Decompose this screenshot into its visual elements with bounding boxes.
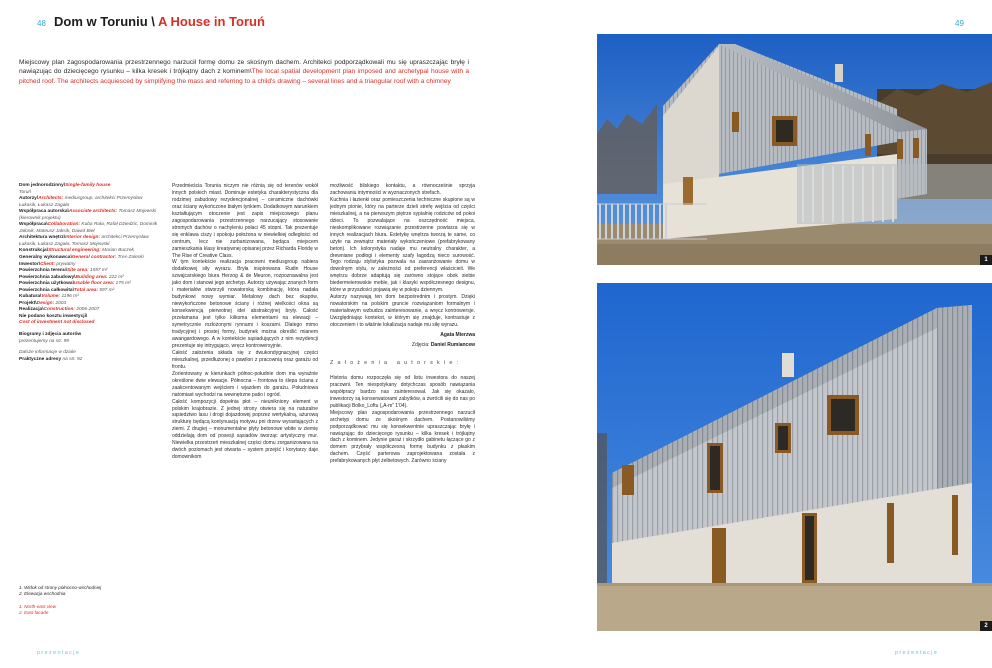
credit-ri: Architects: <box>38 196 64 202</box>
photo-north-east-view <box>597 34 992 265</box>
credit-it: 597 m² <box>98 287 115 293</box>
photo-badge-1: 1 <box>980 255 992 265</box>
credit-it: prywatny <box>55 261 76 267</box>
credit-it: Toruń <box>19 189 32 195</box>
caption-pl-1: 1. Widok od strony północno-wschodniej <box>19 585 102 590</box>
credit-ri: Client: <box>40 261 55 267</box>
credit-ri: Collaboration: <box>47 222 81 228</box>
credit-bold: Architektura wnętrz\ <box>19 235 66 241</box>
title-polish: Dom w Toruniu \ <box>54 14 158 29</box>
credit-bold: Dom jednorodzinny\ <box>19 183 66 188</box>
credit-ri: General contractor: <box>71 255 117 261</box>
credit-bold: Współpraca\ <box>19 222 48 228</box>
authors-statement-heading: Założenia autorskie: <box>330 359 463 366</box>
photo-east-facade <box>597 283 992 631</box>
statement-paragraph: Miejscowy plan zagospodarowania przestrzennego narzucił archetyp domu ze skośnym dachem. Postanowiliśmy podporządkować mu się konsekwentnie upraszczając bryłę i nawiązując do dziecięcego rysunku – kilka kresek i trójkątny dach z kominem. Jedynie garaż i skrzydło gabinetu łączące go z domem przybrały współczesną formę budynku z płaskim dachem. Część parterowa zaprojektowana została z prefabrykowanych płyt żelbetowych. Zarówno ściany <box>330 409 475 465</box>
caption-pl-2: 2. Elewacja wschodnia <box>19 591 66 597</box>
article-column-middle <box>172 183 318 461</box>
credit-ri: Construction: <box>43 307 75 313</box>
page-title <box>54 14 265 29</box>
credit-bold: Inwestor\ <box>19 261 41 267</box>
credit-bold: Autorzy\ <box>19 196 39 202</box>
credit-it: Trex-Zaleski <box>116 255 144 261</box>
credit-bold: Powierzchnia terenu\ <box>19 268 67 274</box>
credit-row <box>19 222 161 235</box>
credit-ri: Structural engineering: <box>48 248 101 254</box>
credit-row <box>19 209 161 222</box>
credit-it: 222 m² <box>107 274 124 280</box>
credit-bold: Powierzchnia zabudowy\ <box>19 274 76 280</box>
article-paragraph: Kuchnia i łazienki oraz pomieszczenia techniczne skupione są w jednym pionie, który na parterze dzieli strefę wejścia od części mieszkalnej, a na pierwszym piętrze sypialnię rodziców od pokoi dzieci. To pozwalające na oszczędność miejsca, nieskomplikowane rozwiązanie przestrzenne powtarza się w innych realizacjach biura. Estetykę wnętrza tworzą te same, co użyte na zewnątrz materiały wykończeniowe (prefabrykowany beton). Ich kolorystyka nadaje mu neutralny charakter, a drewniane podłogi i elementy szafy łagodzą nieco surowość. Tego rodzaju stylistyka pozwala na zaaranżowanie domu w dowolnym stylu, w zależności od preferencji właścicieli. We wnętrzu dobrze adaptują się zarówno stojące obok siebie biedermeierowskie meble, jak i klasyki współczesnego designu, które w przyszłości pojawią się w pokoju dziennym. <box>330 196 475 294</box>
article-paragraph: W tym kontekście realizacja pracowni mediusgroup nabiera dodatkowej siły wyrazu. Bryła inspirowana Rudin House szwajcarskiego biura Herzog & de Meuron, rozpoznawalna jest jako dom i stanowi jego archetyp. Autorzy używając znanych form i materiałów stworzyli nowatorską kombinację, która nadała budynkowi nowy wymiar. Metalowy dach bez okapów, niewykończone betonowe ściany i różnej wielkości okna są konsekwencją pierwotnej idei abstrakcyjnej bryły. Całość przełamana jest tylko kilkoma elementami na elewacji – symetrycznie rozłożonymi rynnami i koszami. Dlatego mimo tradycyjnej i prostej formy, budynek można określić mianem awangardowego. A w kontekście sąsiadujących z nim rezydencji prezentuje się intrygująco, wręcz kontrowersyjnie. <box>172 259 318 349</box>
house-photo-1 <box>597 34 992 265</box>
house-photo-2 <box>597 283 992 631</box>
credit-bold: Generalny wykonawca\ <box>19 255 72 261</box>
footer-section-left: prezentacje <box>37 650 81 656</box>
photo-badge-2: 2 <box>980 621 992 631</box>
more-info-note: Dalsze informacje w dziale <box>19 350 76 356</box>
credit-it: 2003 <box>54 300 67 306</box>
page-number-left: 48 <box>37 19 46 28</box>
credit-bold: Współpraca autorska\ <box>19 209 69 215</box>
article-paragraph: Autorzy nazywają ten dom bezpośrednim i prostym. Dzięki nowatorskim na polskim gruncie rozwiązaniom formalnym i materiałowym wzbudza zainteresowanie, a wręcz kontrowersje. Uwzględniając kontekst, w którym się znajduje, kontrastuje z otoczeniem i to właśnie lokalizacja nadaje mu siłę wyrazu. <box>330 294 475 329</box>
credit-ri: Site area: <box>66 268 89 274</box>
more-info-line <box>19 357 161 364</box>
credit-bold: Konstrukcja\ <box>19 248 49 254</box>
article-paragraph: Całość założenia składa się z dwukondygnacyjnej części mieszkalnej, przedłużonej o pawilon z pracownią oraz garażu od frontu. <box>172 349 318 370</box>
photo-credit-prefix: Zdjęcia: <box>411 341 431 348</box>
intro-english: The local spatial development plan imposed and archetypal house with a pitched roof. The architects acquiesced by simplifying the mass and referring to a child's drawing – several lines and a triangular roof with a chimney <box>19 68 470 85</box>
credit-ri: Cost of investment not disclosed <box>19 320 95 326</box>
credit-bold: Realizacja\ <box>19 307 44 313</box>
credit-row <box>19 235 161 248</box>
author-signature <box>330 332 475 339</box>
credit-it: Kuba Ruła, Rafał Dziedzic, Dominik Jałosik, Mateusz Jaksik, Dawid Bieł <box>19 222 158 234</box>
credit-it: 275 m² <box>114 281 131 287</box>
statement-paragraph: Historia domu rozpoczęła się od listu inwestora do naszej pracowni. Ten niespotykany dotychczas sposób nawiązania współpracy bardzo nas zainteresował. Jak się okazało, inwestorzy są konserwatorami zabytków, a zwrócili się do nas po publikacji Bolko_Loftu („A-m” 1'04). <box>330 374 475 409</box>
intro-lead <box>19 58 469 86</box>
credit-ri: Design: <box>36 300 55 306</box>
credit-ri: Usable floor area: <box>73 281 115 287</box>
credit-it: mediusgroup, architekci Przemysław Łukasik, Łukasz Zagała <box>19 196 143 208</box>
credit-ri: Associate architects: <box>68 209 118 215</box>
intro-polish: Miejscowy plan zagospodarowania przestrzennego narzucił formę domu ze skośnym dachem. Architekci podporządkowali mu się upraszczając bryłę i nawiązując do dziecięcego rysunku – kilka kresek i trójkątny dach z kominem\ <box>19 59 469 76</box>
author-name: Agata Mierzwa <box>440 332 475 339</box>
credit-it: Marian Buczek <box>100 248 134 254</box>
footer-section-right: prezentacje <box>895 650 939 656</box>
credit-it: 1196 m³ <box>60 294 79 300</box>
credit-it: 1557 m² <box>88 268 108 274</box>
article-paragraph: Zorientowany w kierunkach północ-południe dom ma wyraźnie określone dwie elewacje. Północna – frontowa to ślepa ściana z zaakcentowanym wejściem i wjazdem do garażu. Południowa natomiast wychodzi na wewnętrzne patio i ogród. <box>172 370 318 398</box>
credits-column <box>19 183 161 363</box>
credit-ri: Total area: <box>73 287 99 293</box>
credit-bold: Kubatura\ <box>19 294 42 300</box>
credit-it: architekci Przemysław Łukasik, Łukasz Zagała, Tomasz Mojewski <box>19 235 149 247</box>
photo-captions <box>19 585 159 617</box>
photo-credit-name: Daniel Rumiancew <box>430 341 475 348</box>
credit-bold: Powierzchnia użytkowa\ <box>19 281 74 287</box>
credit-ri: Interior design: <box>65 235 101 241</box>
caption-en-1: 1. North-east view <box>19 603 57 609</box>
article-paragraph: Całość kompozycji dopełnia płot – nieunikniony element w polskim krajobrazie. Z jednej strony otwiera się na naturalne sąsiedztwo lasu i drogi dojazdowej poprzez wertykalną, ażurową strukturę będącą kontynuacją motywu pni drzew wyrastających z ziemi. Z drugiej – monumentalne płyty betonowe wbite w ziemię oddzielają dom od posesji sąsiadów tworząc artystyczny mur. Niewielka przestrzeń mieszkalnej części domu zorganizowana na dwóch poziomach jest otwarta – system przejść i korytarzy daje domownikom <box>172 398 318 461</box>
article-column-right <box>330 183 475 465</box>
article-paragraph: możliwość bliskiego kontaktu, a równocześnie sprzyja zachowaniu intymności w wyznaczonych strefach. <box>330 183 475 196</box>
credit-ri: Building area: <box>75 274 108 280</box>
credit-ri: Single-family house <box>65 183 111 188</box>
more-info-section: Praktyczne adresy <box>19 356 62 362</box>
credit-it: 2006-2007 <box>75 307 100 313</box>
credit-ri: Volume: <box>41 294 61 300</box>
article-paragraph: Przedmieścia Torunia niczym nie różnią się od terenów wokół innych polskich miast. Dominuje estetyka charakterystyczna dla rodzimej zabudowy rezydencjonalnej – ceramiczne dachówki oraz ściany wykończone białym tynkiem. Dodatkowym warunkiem kształtującym otoczenie jest zapis miejscowego planu zagospodarowania przestrzennego narzucający stosowanie stromych dachów o nachyleniu połaci 45 stopni. Tak prezentuje się enklawa ciszy i spokoju położona w niewielkiej odległości od centrum, lecz nie zurbanizowana, będąca miejscem zamieszkania klasy kreatywnej opisanej przez Richarda Floridę w The Rise of Creative Class. <box>172 183 318 259</box>
bio-page: prezentujemy na str. 99 <box>19 338 69 344</box>
caption-en-2: 2. East facade <box>19 610 49 616</box>
credit-it: Tomasz Mojewski (kierownik projektu) <box>19 209 157 221</box>
title-english: A House in Toruń <box>158 14 265 29</box>
bio-note: Biogramy i zdjęcia autorów <box>19 332 82 338</box>
credit-bold: Powierzchnia całkowita\ <box>19 287 74 293</box>
credit-bold: Nie podano kosztu inwestycji\ <box>19 313 88 319</box>
page-number-right: 49 <box>955 19 964 28</box>
credit-bold: Projekt\ <box>19 300 37 306</box>
more-info-page: na str. 92 <box>61 356 83 362</box>
credit-row <box>19 196 161 209</box>
photo-credit <box>330 342 475 349</box>
